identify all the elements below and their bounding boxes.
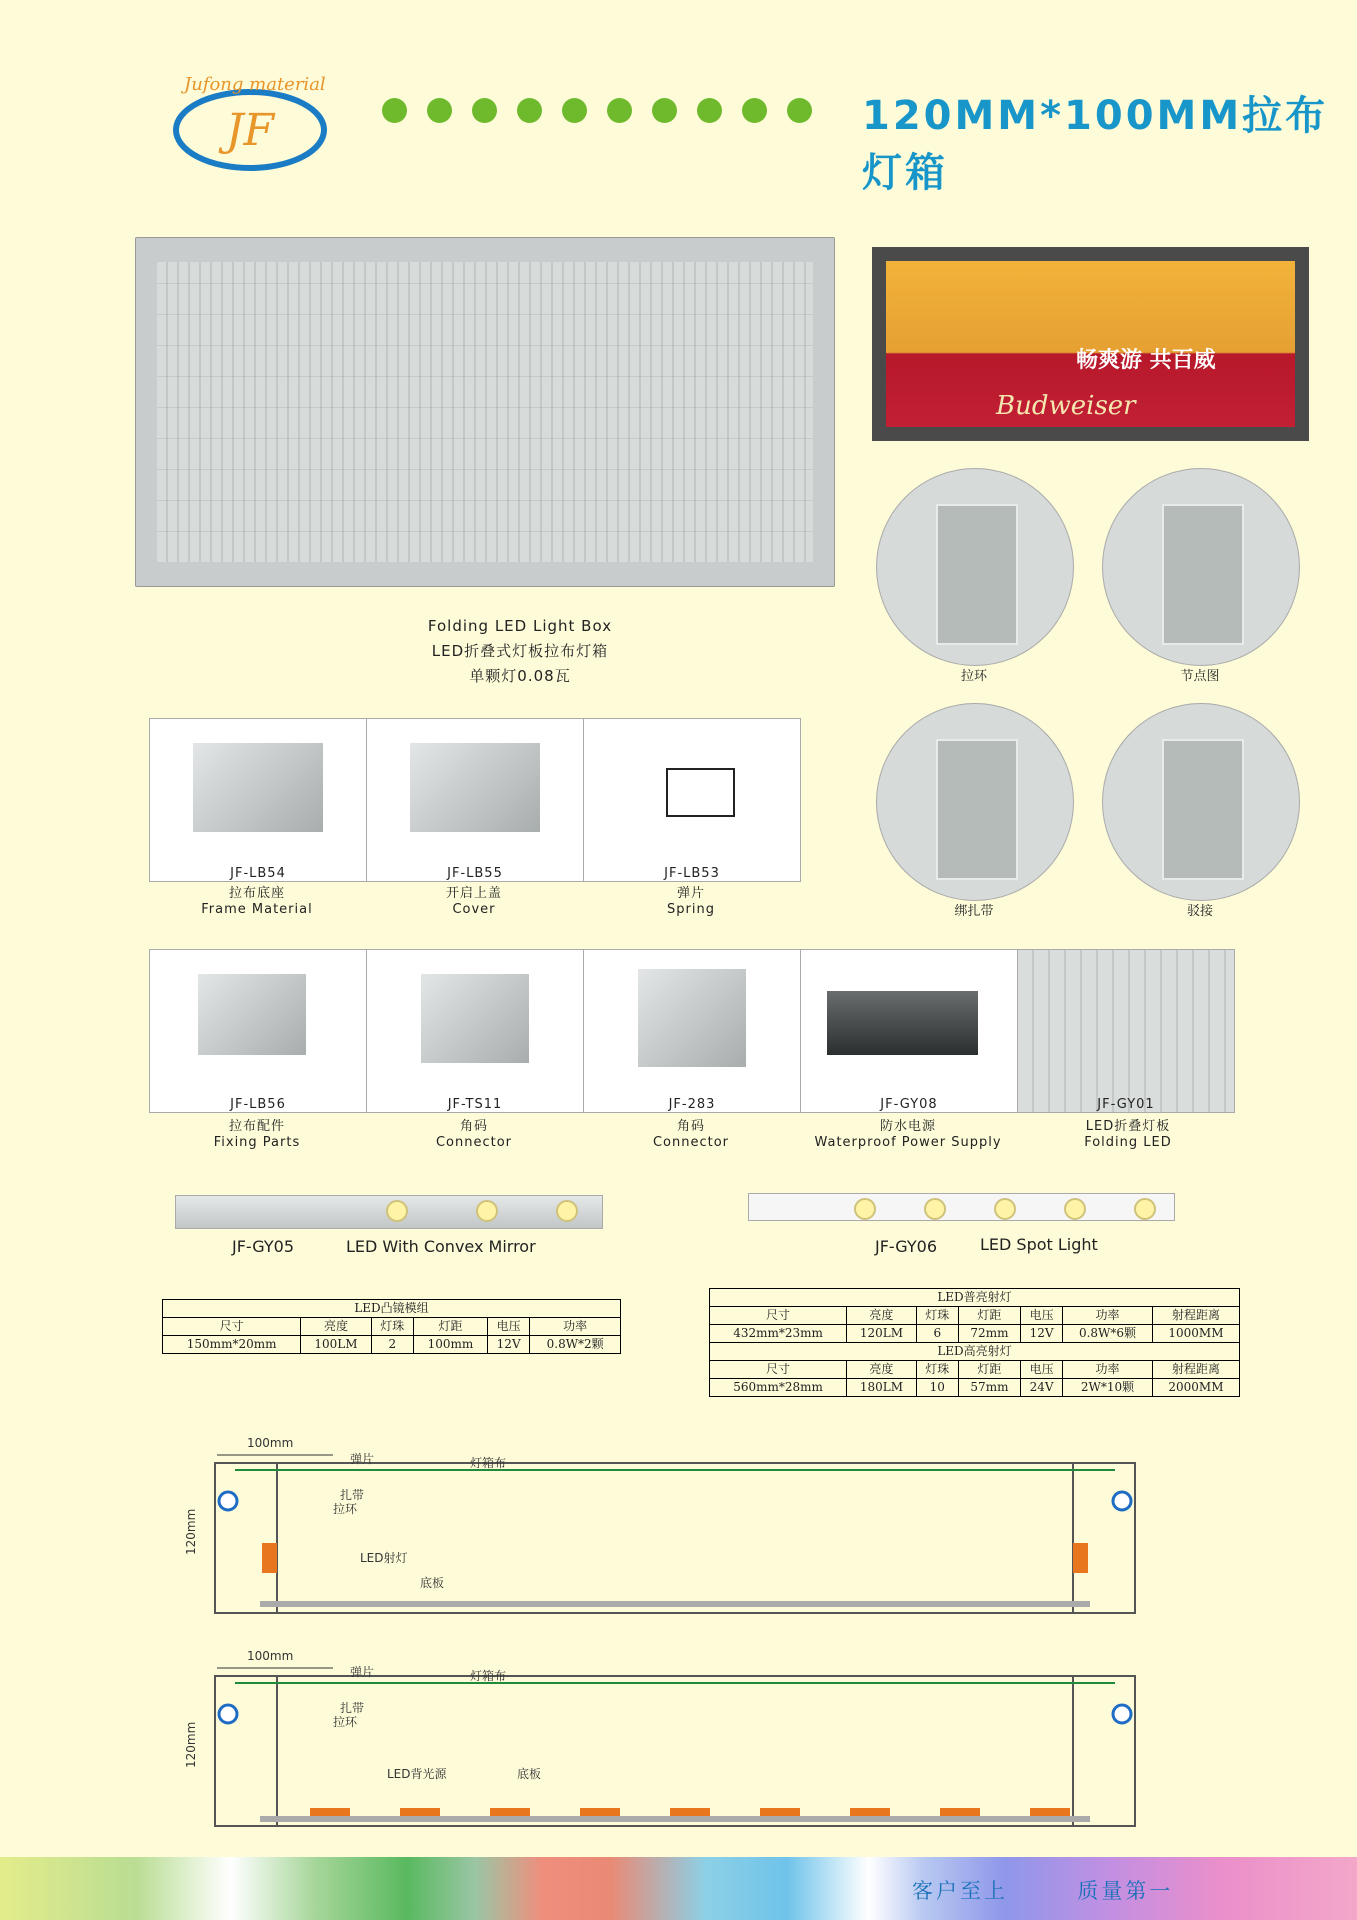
caption-cn: LED折叠式灯板拉布灯箱 [431,642,609,660]
svg-text:扎带: 扎带 [340,1701,365,1715]
td: 57mm [958,1379,1020,1397]
decorative-dot [562,98,587,123]
part-cn: 拉布配件 [228,1119,285,1134]
svg-text:拉环: 拉环 [333,1502,358,1516]
th: 灯珠 [371,1318,413,1336]
table-title: LED高亮射灯 [710,1343,1240,1361]
part-code: JF-GY08 [880,1097,938,1112]
part-en: Connector [652,1135,730,1150]
svg-text:100mm: 100mm [247,1649,294,1663]
part-code: JF-LB56 [230,1097,286,1112]
td: 560mm*28mm [710,1379,847,1397]
part-label [583,1119,799,1151]
part-en: Spring [667,902,715,917]
strip-right-code: JF-GY06 [875,1237,938,1256]
part-en: Waterproof Power Supply [814,1135,1002,1150]
svg-text:LED射灯: LED射灯 [360,1551,408,1565]
td: 1000MM [1152,1325,1239,1343]
detail-circle-strap [876,703,1074,901]
slogan-1: 客户至上 [912,1879,1008,1903]
company-logo [170,70,330,175]
caption-power: 单颗灯0.08瓦 [469,667,571,685]
part-cell [801,949,1018,1113]
footer-slogan [912,1875,1173,1905]
th: 灯距 [958,1307,1020,1325]
th: 灯珠 [916,1307,958,1325]
svg-text:底板: 底板 [420,1576,445,1590]
svg-text:弹片: 弹片 [350,1665,375,1679]
slogan-2: 质量第一 [1077,1879,1174,1903]
part-cn: 防水电源 [879,1119,936,1134]
td: 2W*10颗 [1063,1379,1153,1397]
part-cn: 弹片 [676,886,705,901]
td: 0.8W*2颗 [530,1336,621,1354]
table-title: LED凸镜模组 [163,1300,621,1318]
detail-label-joint: 驳接 [1186,904,1213,919]
part-en: Connector [435,1135,513,1150]
part-cell [1018,949,1235,1113]
decorative-dot [472,98,497,123]
ad-slogan: 畅爽游 共百威 [1076,348,1216,373]
part-code: JF-TS11 [447,1097,503,1112]
part-en: Folding LED [1084,1135,1172,1150]
part-cn: 角码 [676,1119,705,1134]
part-label [149,886,365,918]
part-en: Fixing Parts [213,1135,301,1150]
page-title: 120MM*100MM拉布灯箱 [862,93,1329,196]
cross-section-diagram-backlight [175,1638,1175,1838]
strip-left-code: JF-GY05 [232,1237,295,1256]
strip-right-name: LED Spot Light [980,1235,1098,1254]
th: 功率 [1063,1307,1153,1325]
part-code: JF-283 [668,1097,716,1112]
part-label [800,1119,1016,1151]
decorative-dot [382,98,407,123]
part-cn: LED折叠灯板 [1085,1119,1171,1134]
part-code: JF-LB53 [664,866,720,881]
th: 电压 [487,1318,529,1336]
th: 尺寸 [710,1307,847,1325]
decorative-dot [787,98,812,123]
decorative-dot [742,98,767,123]
th: 灯距 [413,1318,487,1336]
svg-text:灯箱布: 灯箱布 [470,1456,507,1470]
ad-lightbox-photo [872,247,1309,441]
td: 100LM [301,1336,371,1354]
table-title: LED普亮射灯 [710,1289,1240,1307]
td: 72mm [958,1325,1020,1343]
svg-text:JF: JF [225,105,275,156]
svg-text:100mm: 100mm [247,1436,294,1450]
svg-text:LED背光源: LED背光源 [387,1767,447,1781]
detail-label-ring: 拉环 [960,669,987,684]
decorative-dot [517,98,542,123]
spot-spec-table [709,1288,1240,1397]
th: 电压 [1021,1307,1063,1325]
ad-brand: Budweiser [996,391,1136,421]
td: 120LM [847,1325,917,1343]
parts-grid-row2 [149,949,1235,1113]
th: 亮度 [847,1361,917,1379]
td: 432mm*23mm [710,1325,847,1343]
led-spot-strip-photo [748,1193,1175,1221]
main-photo-caption [390,614,650,689]
svg-text:底板: 底板 [517,1767,542,1781]
td: 6 [916,1325,958,1343]
td: 12V [487,1336,529,1354]
part-cn: 开启上盖 [445,886,502,901]
part-cell [149,718,367,882]
decorative-dot [427,98,452,123]
part-code: JF-LB54 [230,866,286,881]
td: 10 [916,1379,958,1397]
part-en: Cover [452,902,496,917]
svg-text:扎带: 扎带 [340,1488,365,1502]
strip-left-name: LED With Convex Mirror [346,1237,536,1256]
part-cell [367,718,584,882]
svg-text:Jufong material: Jufong material [184,74,326,95]
part-en: Frame Material [201,902,313,917]
part-cn: 拉布底座 [228,886,285,901]
part-label [583,886,799,918]
th: 灯距 [958,1361,1020,1379]
td: 180LM [847,1379,917,1397]
led-convex-strip-photo [175,1195,603,1229]
svg-text:弹片: 弹片 [350,1452,375,1466]
part-label [1020,1119,1236,1151]
part-cell [149,949,367,1113]
cross-section-diagram-spot [175,1425,1175,1625]
th: 尺寸 [710,1361,847,1379]
detail-label-strap: 绑扎带 [954,904,994,919]
part-label [366,886,582,918]
th: 尺寸 [163,1318,301,1336]
part-label [366,1119,582,1151]
detail-label-node: 节点图 [1180,669,1220,684]
part-code: JF-LB55 [447,866,503,881]
th: 射程距离 [1152,1361,1239,1379]
th: 射程距离 [1152,1307,1239,1325]
td: 100mm [413,1336,487,1354]
decorative-dot [652,98,677,123]
th: 亮度 [847,1307,917,1325]
detail-circle-ring [876,468,1074,666]
caption-en: Folding LED Light Box [427,617,613,635]
th: 功率 [530,1318,621,1336]
td: 2000MM [1152,1379,1239,1397]
part-cn: 角码 [459,1119,488,1134]
svg-text:拉环: 拉环 [333,1715,358,1729]
part-cell [367,949,584,1113]
td: 0.8W*6颗 [1063,1325,1153,1343]
detail-circle-node [1102,468,1300,666]
decorative-dots [382,98,812,123]
decorative-dot [697,98,722,123]
td: 24V [1021,1379,1063,1397]
th: 亮度 [301,1318,371,1336]
th: 灯珠 [916,1361,958,1379]
decorative-dot [607,98,632,123]
svg-text:120mm: 120mm [184,1508,198,1555]
th: 电压 [1021,1361,1063,1379]
folding-lightbox-photo [135,237,835,587]
svg-text:灯箱布: 灯箱布 [470,1669,507,1683]
part-label [149,1119,365,1151]
part-cell [584,718,801,882]
parts-grid-row1 [149,718,801,882]
td: 12V [1021,1325,1063,1343]
td: 150mm*20mm [163,1336,301,1354]
detail-circle-joint [1102,703,1300,901]
part-code: JF-GY01 [1097,1097,1155,1112]
th: 功率 [1063,1361,1153,1379]
td: 2 [371,1336,413,1354]
convex-spec-table [162,1299,621,1354]
svg-text:120mm: 120mm [184,1721,198,1768]
part-cell [584,949,801,1113]
